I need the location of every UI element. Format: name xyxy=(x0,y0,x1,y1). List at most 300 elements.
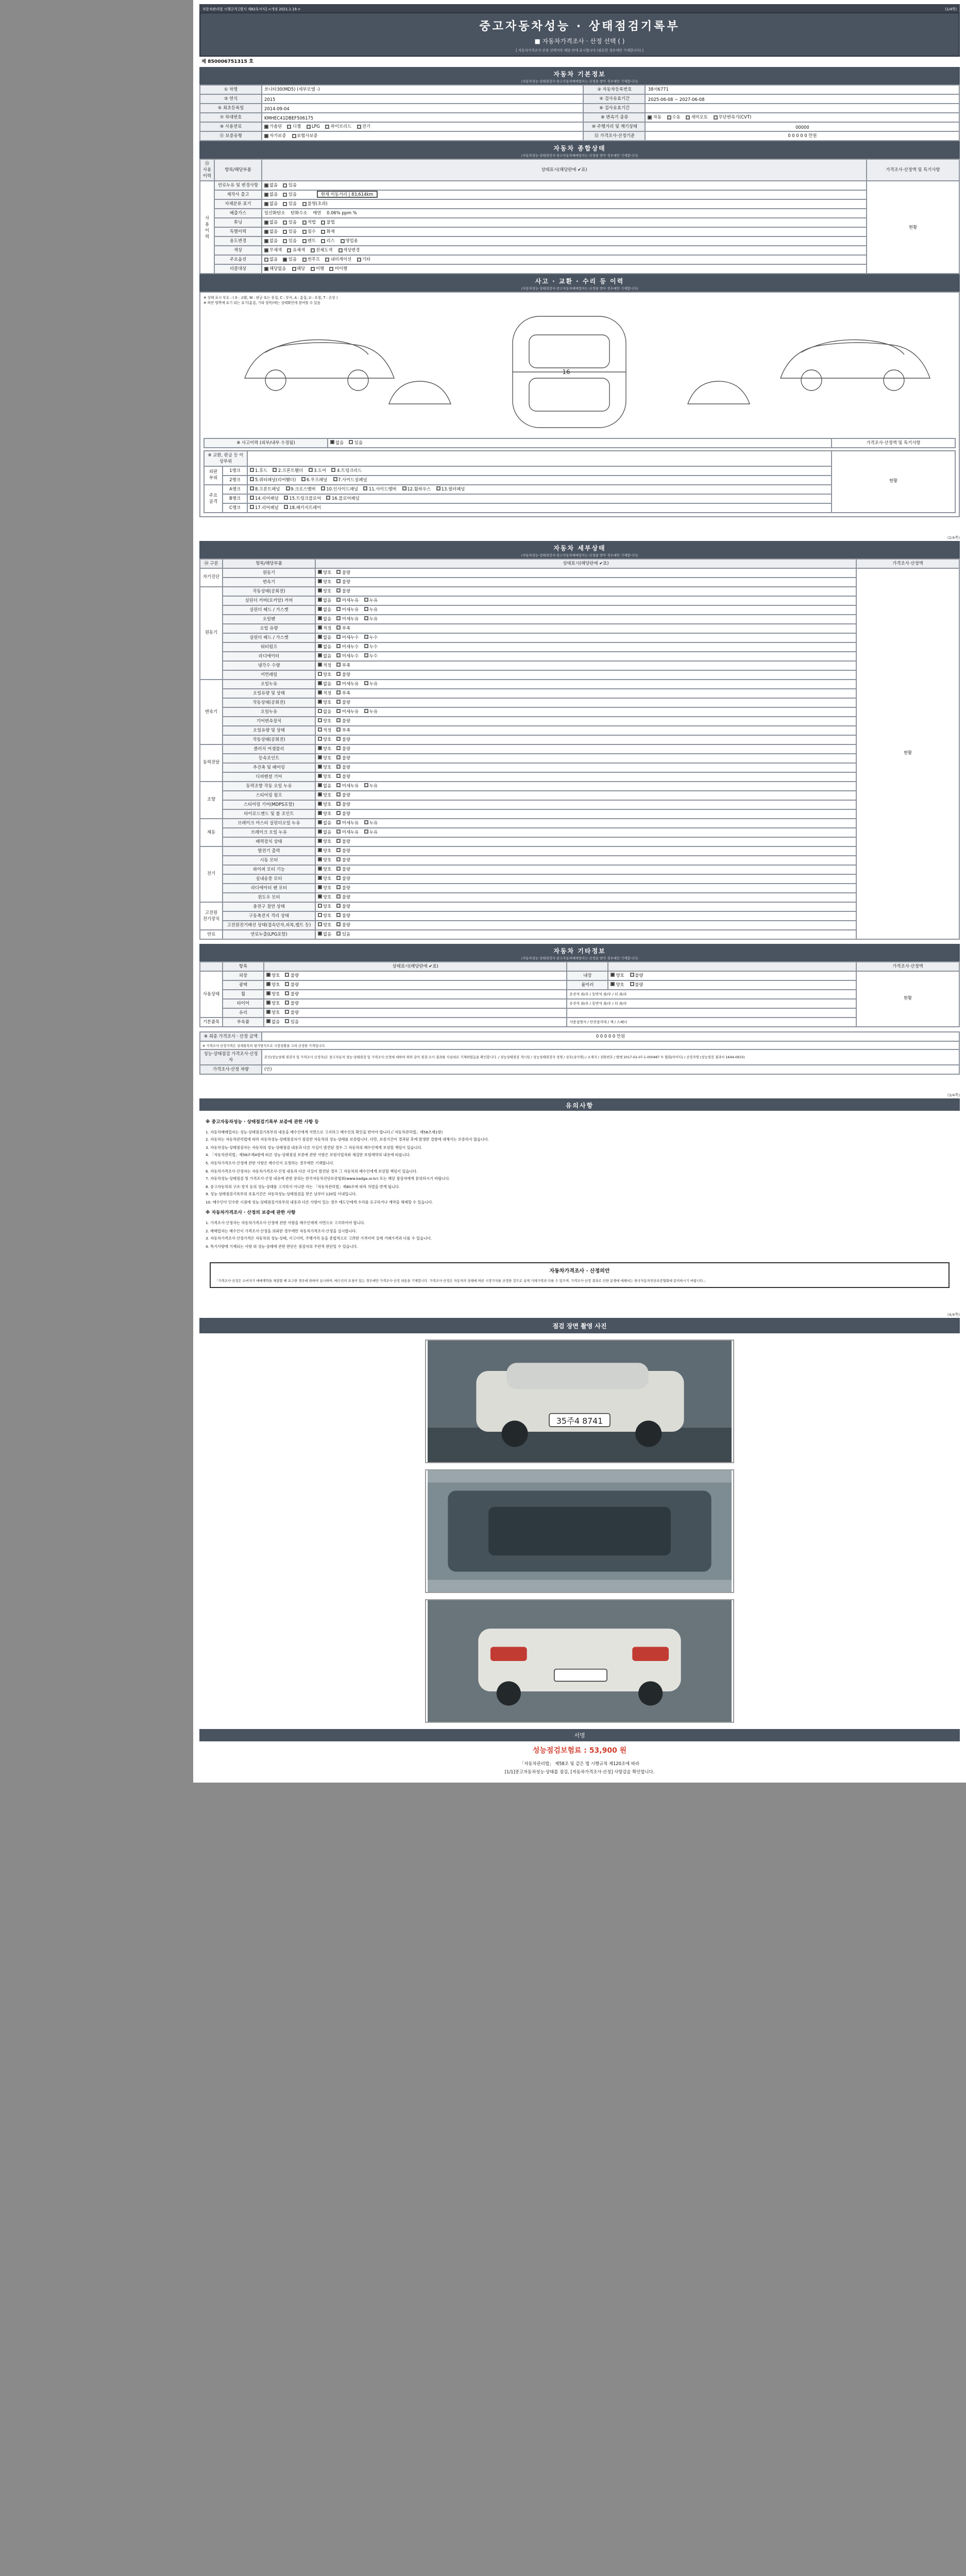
table-row xyxy=(200,227,959,236)
opt-none[interactable]: 없음 xyxy=(318,820,331,826)
detail-state xyxy=(315,930,856,939)
table-header-row xyxy=(200,962,959,971)
detail-item: 워터펌프 xyxy=(223,642,315,652)
opt-fire[interactable]: 화재 xyxy=(321,229,335,235)
inspection-photo-rear xyxy=(425,1600,734,1723)
table-row xyxy=(200,911,959,921)
other-state xyxy=(264,999,567,1008)
detail-item: 브레이크 오일 누유 xyxy=(223,828,315,837)
opt-bad[interactable]: 불량 xyxy=(630,973,643,979)
opt-none[interactable]: 없음 xyxy=(264,257,278,263)
detail-item: 오일팬 xyxy=(223,615,315,624)
other-state2 xyxy=(608,971,856,980)
opt-good[interactable]: 양호 xyxy=(266,982,280,988)
opt-slight-leak[interactable]: 미세누유 xyxy=(337,681,359,687)
notice-item: 4. 특기사항에 기재되는 사항 외 성능·상태에 관한 판단은 점검자의 주관적 판단일 수 있습니다. xyxy=(206,1244,358,1249)
table-row xyxy=(200,209,959,218)
opt-applicable[interactable]: 해당 xyxy=(292,266,305,272)
detail-state xyxy=(315,642,856,652)
opt-done[interactable]: 이행 xyxy=(311,266,324,272)
opt-bad[interactable]: 불량 xyxy=(285,1001,299,1007)
detail-item: 윈도우 모터 xyxy=(223,893,315,902)
doc-no-label: 제 xyxy=(201,60,206,65)
opt-good[interactable]: 양호 xyxy=(318,894,331,901)
opt-slight-leak[interactable]: 미세누유 xyxy=(337,820,359,826)
opt-bad[interactable]: 불량 xyxy=(337,792,350,799)
table-row xyxy=(200,819,959,828)
opt-bad[interactable]: 불량 xyxy=(630,982,643,988)
accident-legend-2: ※ 하단 양쪽에 표기 되는 표기(흠집, 기타 항목)에는 상태확인에 참여할 수 있음 xyxy=(204,300,320,305)
opt-bad[interactable]: 불량 xyxy=(337,774,350,780)
opt-good[interactable]: 양호 xyxy=(318,904,331,910)
opt-proper[interactable]: 적정 xyxy=(318,690,331,697)
label-transmission: ⑧ 변속기 종류 xyxy=(584,113,646,122)
opt-bad[interactable]: 불량 xyxy=(337,737,350,743)
part-side-sill-panel[interactable]: 7.사이드실패널 xyxy=(333,477,367,483)
opt-good[interactable]: 양호 xyxy=(318,700,331,706)
detail-state xyxy=(315,689,856,698)
opt-none[interactable]: 없음 xyxy=(318,635,331,641)
opt-good[interactable]: 양호 xyxy=(318,848,331,854)
parts-cat-outer: 외판 부위 xyxy=(204,466,223,485)
document-title: 중고자동차성능 · 상태점검기록부 xyxy=(479,20,680,33)
opt-etc[interactable]: 기타 xyxy=(357,257,370,263)
opt-bad[interactable]: 불량 xyxy=(337,700,350,706)
overall-price-note: 현황 xyxy=(867,181,959,274)
doc-no-value: 850006751315 xyxy=(208,60,247,65)
opt-full-repaint[interactable]: 전체도색 xyxy=(311,247,332,253)
col-other-item2 xyxy=(567,962,608,971)
item-state-1 xyxy=(262,190,867,199)
opt-none[interactable]: 없음 xyxy=(264,201,278,207)
opt-yes[interactable]: 있음 xyxy=(283,257,297,263)
value-inspection-period2 xyxy=(646,104,959,113)
detail-item: 타이로드엔드 및 볼 조인트 xyxy=(223,809,315,819)
detail-state xyxy=(315,763,856,772)
part-trunk-floor[interactable]: 15.트렁크플로어 xyxy=(284,496,321,502)
table-row xyxy=(200,680,959,689)
detail-state xyxy=(315,587,856,596)
opt-over[interactable]: 불명(초과) xyxy=(302,201,328,207)
opt-good[interactable]: 양호 xyxy=(318,672,331,678)
detail-state xyxy=(315,856,856,865)
part-wheel-house[interactable]: 12.휠하우스 xyxy=(402,486,431,493)
opt-sunroof[interactable]: 썬루프 xyxy=(302,257,320,263)
opt-none[interactable]: 없음 xyxy=(318,931,331,938)
detail-state xyxy=(315,661,856,670)
part-front-fender[interactable]: 2.프론트휀더 xyxy=(273,468,303,474)
opt-none[interactable]: 없음 xyxy=(318,616,331,622)
opt-none[interactable]: 없음 xyxy=(330,440,344,446)
opt-slight-leak[interactable]: 미세누유 xyxy=(337,783,359,789)
value-fuel xyxy=(262,122,584,131)
opt-good[interactable]: 양호 xyxy=(318,570,331,576)
opt-slight-leak[interactable]: 미세누유 xyxy=(337,616,359,622)
group-powertrain: 동력전달 xyxy=(200,744,223,782)
opt-not-applicable[interactable]: 해당없음 xyxy=(264,266,286,272)
opt-trans-manual[interactable]: 수동 xyxy=(667,114,681,121)
table-row xyxy=(200,642,959,652)
section-overall-header xyxy=(199,141,960,159)
col-other-group xyxy=(200,962,223,971)
opt-yes[interactable]: 있음 xyxy=(283,182,297,189)
opt-leak[interactable]: 누유 xyxy=(364,709,378,715)
opt-good[interactable]: 양호 xyxy=(266,1010,280,1016)
opt-yes[interactable]: 있음 xyxy=(283,229,297,235)
other-item: 휠 xyxy=(223,990,264,999)
opt-good[interactable]: 양호 xyxy=(266,973,280,979)
opt-good[interactable]: 양호 xyxy=(611,982,624,988)
col-detail-item: 항목/해당부품 xyxy=(223,559,315,568)
part-package-tray[interactable]: 18.패키지트레이 xyxy=(284,505,321,511)
insurance-fee-value: 53,900 원 xyxy=(589,1747,627,1755)
opt-bad[interactable]: 불량 xyxy=(337,876,350,882)
opt-warranty-self[interactable]: 자가보증 xyxy=(264,133,286,139)
parts-cat-frame: 주요 골격 xyxy=(204,485,223,513)
opt-good[interactable]: 양호 xyxy=(318,857,331,863)
opt-proper[interactable]: 적정 xyxy=(318,727,331,734)
opt-proper[interactable]: 적정 xyxy=(318,625,331,632)
opt-slight-leak[interactable]: 미세누유 xyxy=(337,607,359,613)
detail-item: 냉각수 수량 xyxy=(223,661,315,670)
opt-low[interactable]: 부족 xyxy=(337,663,350,669)
opt-none[interactable]: 없음 xyxy=(318,598,331,604)
opt-yes[interactable]: 있음 xyxy=(283,192,297,198)
notice-item: 3. 자동차성능·상태점검자는 자동차의 성능·상태점검 내용과 다른 사실이 발견된 경우 그 자동차의 매수인에게 보상할 책임이 있습니다. xyxy=(206,1145,422,1150)
detail-state xyxy=(315,726,856,735)
opt-bad[interactable]: 불량 xyxy=(337,913,350,919)
opt-fuel-hybrid[interactable]: 하이브리드 xyxy=(326,124,351,130)
opt-good[interactable]: 양호 xyxy=(318,802,331,808)
table-row xyxy=(200,717,959,726)
opt-good[interactable]: 양호 xyxy=(318,765,331,771)
table-row xyxy=(200,930,959,939)
table-row xyxy=(200,874,959,884)
table-row xyxy=(200,587,959,596)
opt-good[interactable]: 양호 xyxy=(318,876,331,882)
car-diagram-svg xyxy=(204,306,964,435)
other-tire-positions: 운전석 좌/우 / 동반석 좌/우 / 뒤 좌/우 xyxy=(567,999,856,1008)
opt-none[interactable]: 없음 xyxy=(264,238,278,244)
other-state xyxy=(264,971,567,980)
other-accessories: 사용설명서 / 안전삼각대 / 잭 / 스패너 xyxy=(567,1018,856,1027)
opt-good[interactable]: 양호 xyxy=(318,839,331,845)
value-price-basis: 0 0 0 0 0 만원 xyxy=(646,131,959,141)
opt-bad[interactable]: 불량 xyxy=(337,811,350,817)
col-other-price: 가격조사·산정액 xyxy=(856,962,959,971)
table-row xyxy=(200,782,959,791)
opt-good[interactable]: 양호 xyxy=(318,885,331,891)
detail-item: 실린더 커버(로커암) 커버 xyxy=(223,596,315,605)
opt-warranty-insurer[interactable]: 보험사보증 xyxy=(292,133,317,139)
value-transmission xyxy=(646,113,959,122)
detail-item: 오일 유량 xyxy=(223,624,315,633)
opt-slight-leak[interactable]: 미세누유 xyxy=(337,829,359,836)
notice-item: 2. 매매업자는 매수인이 가격조사·산정을 의뢰한 경우에만 자동차가격조사·산정을 실시합니다. xyxy=(206,1229,357,1233)
detail-state xyxy=(315,902,856,911)
svg-text:35주4 8741: 35주4 8741 xyxy=(556,1416,603,1427)
opt-trans-semi[interactable]: 세미오토 xyxy=(686,114,708,121)
opt-bad[interactable]: 불량 xyxy=(337,588,350,595)
part-hood[interactable]: 1.후드 xyxy=(250,468,267,474)
opt-good[interactable]: 양호 xyxy=(318,792,331,799)
other-state2 xyxy=(608,980,856,990)
table-row xyxy=(200,85,959,94)
col-other-item: 항목 xyxy=(223,962,264,971)
opt-good[interactable]: 양호 xyxy=(318,588,331,595)
opt-yes[interactable]: 있음 xyxy=(283,219,297,226)
opt-leak[interactable]: 누수 xyxy=(364,635,378,641)
opt-bad[interactable]: 불량 xyxy=(337,922,350,928)
part-door[interactable]: 3.도어 xyxy=(309,468,326,474)
table-row xyxy=(200,1018,959,1027)
opt-good[interactable]: 양호 xyxy=(266,1001,280,1007)
table-row xyxy=(200,578,959,587)
opt-bad[interactable]: 불량 xyxy=(337,904,350,910)
parts-rank-A: A랭크 xyxy=(223,485,247,494)
footer-line-1: 「자동차관리법」 제58조 및 같은 법 시행규칙 제120조에 따라 xyxy=(520,1761,639,1767)
opt-good[interactable]: 양호 xyxy=(318,718,331,724)
part-rear-panel[interactable]: 14.리어패널 xyxy=(250,496,279,502)
document-title-note: [ 자동차가격조사·산정 선택여부 해당 란에 표시합니다 (필요한 경우에만 기재합니다) ] xyxy=(516,48,643,53)
opt-low[interactable]: 부족 xyxy=(337,625,350,632)
opt-lease[interactable]: 리스 xyxy=(321,238,335,244)
opt-trans-cvt[interactable]: 무단변속기(CVT) xyxy=(714,114,752,121)
opt-leak[interactable]: 누유 xyxy=(364,820,378,826)
item-state-8 xyxy=(262,255,867,264)
opt-leak[interactable]: 누수 xyxy=(364,644,378,650)
detail-item: 연료누출(LPG포함) xyxy=(223,930,315,939)
opt-low[interactable]: 부족 xyxy=(337,690,350,697)
detail-item: 실린더 헤드 / 가스켓 xyxy=(223,605,315,615)
opt-fuel-electric[interactable]: 전기 xyxy=(357,124,370,130)
item-state-0 xyxy=(262,181,867,190)
opt-bad[interactable]: 불량 xyxy=(285,982,299,988)
opt-bad[interactable]: 불량 xyxy=(337,765,350,771)
part-rear-panel-2[interactable]: 17.리어패널 xyxy=(250,505,279,511)
table-row xyxy=(200,893,959,902)
opt-illegal[interactable]: 불법 xyxy=(321,219,335,226)
opt-none[interactable]: 없음 xyxy=(318,709,331,715)
section-accident-subtitle: (자동차성능·상태점검자·중고자동차매매업자는·산정을 받아 경우에만 기재합니다) xyxy=(521,286,638,291)
value-vin: KMHEC41DBEF506175 xyxy=(262,113,584,122)
opt-slight-leak[interactable]: 미세누수 xyxy=(337,653,359,659)
opt-fuel-diesel[interactable]: 디젤 xyxy=(287,124,301,130)
label-odometer: ⑩ 주행거리 및 계기상태 xyxy=(584,122,646,131)
table-row xyxy=(200,113,959,122)
opt-none[interactable]: 없음 xyxy=(318,653,331,659)
opt-good[interactable]: 양호 xyxy=(318,811,331,817)
table-row xyxy=(200,1049,959,1065)
opt-trans-auto[interactable]: 자동 xyxy=(648,114,662,121)
opt-bad[interactable]: 불량 xyxy=(337,570,350,576)
table-row xyxy=(200,131,959,141)
detail-item: 라디에이터 xyxy=(223,652,315,661)
opt-bad[interactable]: 불량 xyxy=(337,885,350,891)
opt-none[interactable]: 없음 xyxy=(264,229,278,235)
opt-bad[interactable]: 불량 xyxy=(337,802,350,808)
detail-item: 디퍼렌셜 기어 xyxy=(223,772,315,782)
basic-info-table xyxy=(199,84,960,141)
table-row xyxy=(200,754,959,763)
opt-achromatic[interactable]: 무채색 xyxy=(264,247,282,253)
opt-color-change[interactable]: 색상변경 xyxy=(338,247,360,253)
other-item: 타이어 xyxy=(223,999,264,1008)
detail-state xyxy=(315,921,856,930)
opt-none[interactable]: 없음 xyxy=(264,192,278,198)
opt-good[interactable]: 양호 xyxy=(266,991,280,997)
opt-none[interactable]: 없음 xyxy=(318,607,331,613)
opt-bad[interactable]: 불량 xyxy=(337,755,350,761)
part-pillar-panel[interactable]: 13.필러패널 xyxy=(436,486,465,493)
opt-bad[interactable]: 불량 xyxy=(337,579,350,585)
detail-state xyxy=(315,837,856,846)
opt-none[interactable]: 없음 xyxy=(318,829,331,836)
opt-yes[interactable]: 있음 xyxy=(349,440,363,446)
opt-none[interactable]: 없음 xyxy=(264,182,278,189)
opt-low[interactable]: 부족 xyxy=(337,727,350,734)
opt-none[interactable]: 없음 xyxy=(264,219,278,226)
opt-bad[interactable]: 불량 xyxy=(337,839,350,845)
opt-good[interactable]: 양호 xyxy=(318,867,331,873)
part-cross-member[interactable]: 9.크로스멤버 xyxy=(285,486,315,493)
part-quarter-panel[interactable]: 5.쿼터패널(리어휀더) xyxy=(250,477,296,483)
opt-legal[interactable]: 적법 xyxy=(302,219,316,226)
detail-state xyxy=(315,633,856,642)
table-row xyxy=(204,451,955,466)
opt-rent[interactable]: 렌트 xyxy=(302,238,316,244)
opt-flood[interactable]: 침수 xyxy=(302,229,316,235)
opt-yes[interactable]: 있음 xyxy=(283,238,297,244)
opt-bad[interactable]: 불량 xyxy=(337,848,350,854)
opt-leak[interactable]: 누수 xyxy=(364,653,378,659)
table-row xyxy=(200,689,959,698)
opt-navigation[interactable]: 내비게이션 xyxy=(326,257,351,263)
item-label-0: 연료누유 및 변경사항 xyxy=(214,181,262,190)
other-info-table xyxy=(199,961,960,1027)
declaration-body: 「가격조사·산정은 소비자가 매매계약을 체결할 때 요구한 경우에 한하여 실시하며, 매수인의 요청이 있는 경우에만 가격조사·산정 내용을 기재합니다. 가격조사·산정은 자동차의 상태에 따른 시장가치를 산정한 것으로 실제 거래가격과 다를 수 있으며, 가격조사·산정 결과로 인한 분쟁에 대해서는 한국자동차진단보증협회에 문의하시기 바랍니다.」 xyxy=(215,1279,707,1283)
opt-none[interactable]: 없음 xyxy=(318,681,331,687)
opt-leak[interactable]: 누유 xyxy=(364,829,378,836)
opt-good[interactable]: 양호 xyxy=(611,973,624,979)
opt-commercial[interactable]: 영업용 xyxy=(341,238,358,244)
notice-body xyxy=(199,1111,960,1257)
opt-slight-leak[interactable]: 미세누유 xyxy=(337,709,359,715)
inspection-photo-front xyxy=(425,1340,734,1464)
table-row xyxy=(200,707,959,717)
opt-leak[interactable]: 누유 xyxy=(364,607,378,613)
opt-bad[interactable]: 불량 xyxy=(337,867,350,873)
opt-yes[interactable]: 있음 xyxy=(285,1019,299,1025)
parts-items-2 xyxy=(247,476,832,485)
item-state-9 xyxy=(262,264,867,274)
label-fuel: ⑨ 사용연료 xyxy=(200,122,262,131)
opt-chromatic[interactable]: 유채색 xyxy=(287,247,305,253)
other-state xyxy=(264,980,567,990)
label-warranty: ⑪ 보증유형 xyxy=(200,131,262,141)
detail-item: 오일누유 xyxy=(223,707,315,717)
detail-state xyxy=(315,800,856,809)
page-number-4: (4/4쪽) xyxy=(947,1313,960,1317)
opt-leak[interactable]: 누유 xyxy=(364,681,378,687)
notice-item: 5. 자동차가격조사·산정에 관한 사항은 매수인이 요청하는 경우에만 기재합니다. xyxy=(206,1161,334,1165)
opt-leak[interactable]: 누유 xyxy=(364,598,378,604)
opt-slight-leak[interactable]: 미세누수 xyxy=(337,635,359,641)
opt-bad[interactable]: 불량 xyxy=(337,746,350,752)
table-header-row xyxy=(200,159,959,181)
detail-item: 브레이크 마스터 실린더오일 누유 xyxy=(223,819,315,828)
detail-state xyxy=(315,680,856,689)
opt-leak[interactable]: 누유 xyxy=(364,616,378,622)
opt-good[interactable]: 양호 xyxy=(318,746,331,752)
page-number-1: (1/4쪽) xyxy=(945,7,957,11)
part-trunk-lid[interactable]: 4.트렁크리드 xyxy=(332,468,362,474)
notice-item: 10. 매수인이 인수한 시점에 성능·상태점검기록부의 내용과 다른 사항이 있는 경우 매도인에게 수리를 요구하거나 계약을 해제할 수 있습니다. xyxy=(206,1200,433,1205)
table-row xyxy=(200,615,959,624)
opt-bad[interactable]: 불량 xyxy=(337,672,350,678)
opt-good[interactable]: 양호 xyxy=(318,737,331,743)
opt-bad[interactable]: 불량 xyxy=(285,1010,299,1016)
part-roof-panel[interactable]: 6.루프패널 xyxy=(301,477,327,483)
opt-fuel-gasoline[interactable]: 가솔린 xyxy=(264,124,282,130)
opt-bad[interactable]: 불량 xyxy=(285,973,299,979)
part-floor-panel[interactable]: 16.플로어패널 xyxy=(327,496,360,502)
table-row xyxy=(200,1032,959,1041)
table-row xyxy=(200,902,959,911)
opt-proper[interactable]: 적정 xyxy=(318,663,331,669)
other-item2: 내장 xyxy=(567,971,608,980)
car-diagram xyxy=(204,306,956,435)
notice-item: 1. 가격조사·산정자는 자동차가격조사·산정에 관한 사항을 매수인에게 서면으로 고지하여야 합니다. xyxy=(206,1221,365,1226)
opt-yes[interactable]: 있음 xyxy=(337,931,350,938)
accident-price-header: 가격조사·산정액 및 특기사항 xyxy=(832,438,955,448)
part-inside-panel[interactable]: 10.인사이드패널 xyxy=(321,486,358,493)
detail-state xyxy=(315,819,856,828)
opt-slight-leak[interactable]: 미세누수 xyxy=(337,644,359,650)
opt-leak[interactable]: 누유 xyxy=(364,783,378,789)
other-price-value: 현황 xyxy=(856,971,959,1027)
opt-none[interactable]: 없음 xyxy=(266,1019,280,1025)
opt-bad[interactable]: 불량 xyxy=(337,718,350,724)
opt-good[interactable]: 양호 xyxy=(318,913,331,919)
table-row xyxy=(200,837,959,846)
opt-slight-leak[interactable]: 미세누유 xyxy=(337,598,359,604)
part-side-member[interactable]: 11.사이드멤버 xyxy=(364,486,397,493)
item-label-5: 특별이력 xyxy=(214,227,262,236)
section-overall-subtitle: (자동차성능·상태점검자·중고자동차매매업자는·산정을 받아 경우에만 기재합니다) xyxy=(521,154,638,158)
opt-good[interactable]: 양호 xyxy=(318,774,331,780)
table-row xyxy=(200,218,959,227)
part-front-panel[interactable]: 8.프론트패널 xyxy=(250,486,280,493)
col-state: 상태표시(해당란에 ✔표) xyxy=(262,159,867,181)
label-plate-no: ② 자동차등록번호 xyxy=(584,85,646,94)
opt-bad[interactable]: 불량 xyxy=(337,894,350,901)
opt-good[interactable]: 양호 xyxy=(318,922,331,928)
item-state-3 xyxy=(262,209,867,218)
opt-fuel-lpg[interactable]: LPG xyxy=(307,124,320,129)
opt-not-done[interactable]: 미이행 xyxy=(330,266,347,272)
opt-bad[interactable]: 불량 xyxy=(337,857,350,863)
opt-good[interactable]: 양호 xyxy=(318,755,331,761)
label-price-basis: ⑫ 가격조사·산정기준 xyxy=(584,131,646,141)
opt-good[interactable]: 양호 xyxy=(318,579,331,585)
opt-none[interactable]: 없음 xyxy=(318,644,331,650)
opt-none[interactable]: 없음 xyxy=(318,783,331,789)
opt-bad[interactable]: 불량 xyxy=(285,991,299,997)
opt-yes[interactable]: 있음 xyxy=(283,201,297,207)
appraiser-label: 가격조사·산정 차량 xyxy=(200,1065,262,1074)
detail-item: 와이퍼 모터 기능 xyxy=(223,865,315,874)
